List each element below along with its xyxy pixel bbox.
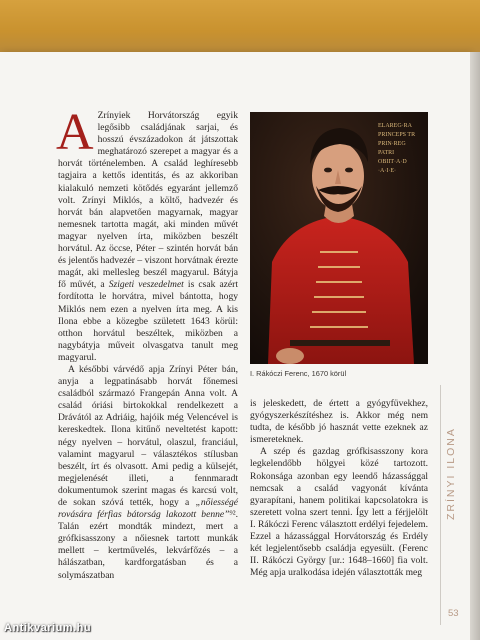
portrait-image: [250, 112, 428, 364]
paragraph-skills: is jeleskedett, de értett a gyógyfüvekhez, gyógyszerkészítéshez is. Akkor még nem tudta, de később jó hasznát vette ezeknek az ismereteknek.: [250, 398, 428, 446]
running-title: ZRÍNYI ILONA: [445, 427, 457, 520]
right-column-text: [250, 398, 428, 579]
paragraph-marriage: A szép és gazdag grófkisasszony kora legkelendőbb hölgyei közé tartozott. Rokonsága azonban egy leendő házassággal nemcsak a család vagyonát kívánta gyarapítani, hanem politikai kapcsolatokra is szeretett volna szert tenni. Így lett a férjjelölt I. Rákóczi Ferenc választott erdélyi fejedelem. Ezzel a házassággal Horvátország és Erdély két legjelentősebb családja egyesült. (Ferenc II. Rákóczi György [ur.: 1648–1660] fia volt. Még apja uralkodása idején választották meg: [250, 446, 428, 579]
left-column-text: [56, 104, 238, 582]
background-top: [0, 0, 480, 52]
paragraph-intro: A Zrínyiek Horvátország egyik legősibb családjának sarjai, és hosszú évszázadokon át játszottak meghatározó szerepet a magyar és a horvát történelemben. A család leghíresebb tagjaira a kettős identitás, és az akkoriban kialakuló nemzeti kötődés egyaránt jellemző volt. Zrínyi Miklós, a költő, hadvezér és horvát bán alapvetően magyarnak, magyar nemesnek tartotta magát, aki minden művét magyar nyelven írta, miközben beszélt horvátul. Az öccse, Péter – szintén horvát bán és jelentős hadvezér – viszont horvátnak érezte magát, aki mellesleg beszél magyarul. Bátyja fő művét, a Szigeti veszedelmet is csak azért fordította le horvátra, mivel bántotta, hogy Miklós nem ezen a nyelven írta meg. A kis Ilona ebbe a közegbe született 1643 körül: otthon horvátul beszéltek, miközben a nagybátyja műveit olvasgatva tanult meg magyarul.: [56, 104, 238, 363]
dropcap: A: [56, 104, 94, 161]
margin-divider: [440, 385, 441, 625]
paragraph-family: A későbbi várvédő apja Zrínyi Péter bán, anyja a legpatinásabb horvát főnemesi családból származó Frangepán Anna volt. A család óriási birtokokkal rendelkezett a Drávától az Adriáig, hajóik még Velencével is kereskedtek. Ilona kitűnő neveltetést kapott: négy nyelven – horvátul, olaszul, franciául, valamint magyarul – választékos stílusban beszélt, írt és olvasott. Ami pedig a külsejét, megjelenését illeti, a fennmaradt dokumentumok szerint magas és karcsú volt, de sokan szóvá tették, hogy a „nőiességé rovására férfias bátorság lakozott benne”⁹². Talán ezért mondták mindezt, mert a grófkisasszony a nőiesnek tartott munkák mellett – kertművelés, lekvárfőzés – a hálászatban, kardforgatásban és a solymászatban: [58, 363, 238, 581]
page-number: 53: [448, 608, 459, 619]
watermark: Antikvarium.hu: [4, 622, 92, 634]
portrait-inscription: ELAREG·RA PRINCEPS TR PRIN·REG PATRI OBIIT·A·D ·A·I·E·: [378, 123, 416, 174]
page-edge: [470, 52, 480, 640]
image-caption: I. Rákóczi Ferenc, 1670 körül: [250, 369, 347, 378]
